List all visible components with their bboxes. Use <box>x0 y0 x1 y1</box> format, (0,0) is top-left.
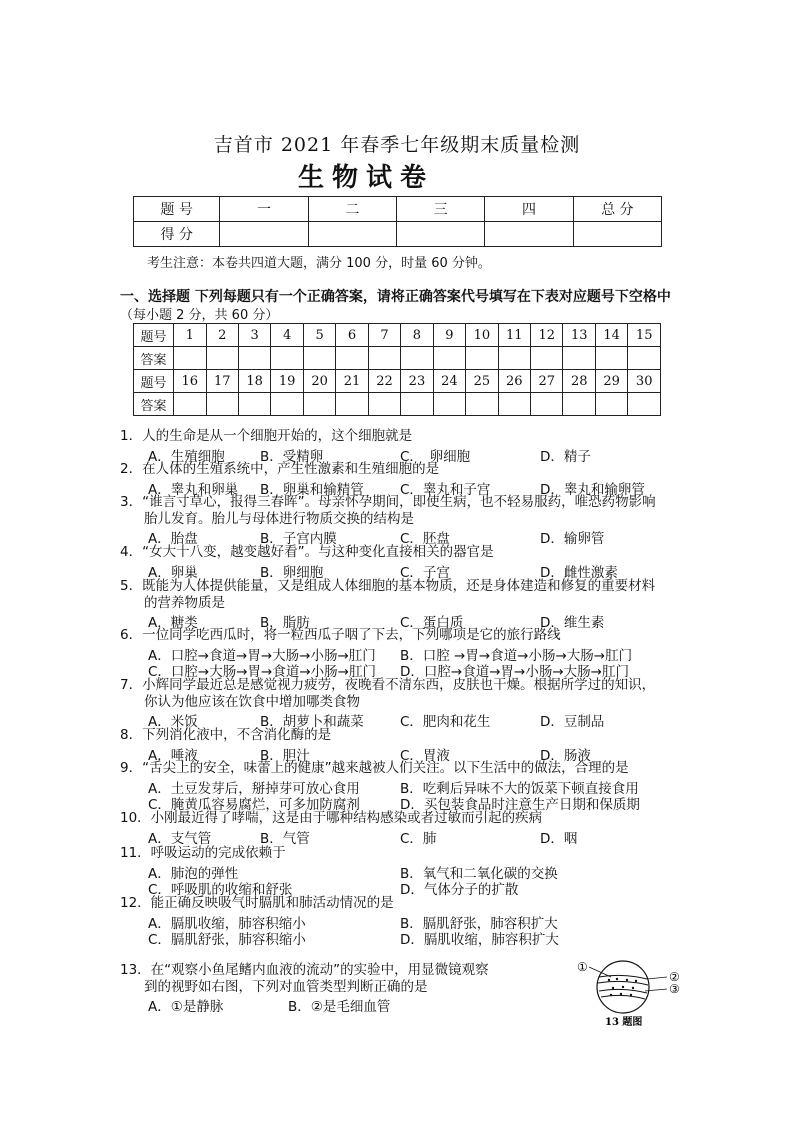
score-cell[interactable] <box>308 222 396 247</box>
question-11-option-c: C．呼吸肌的收缩和舒张 <box>148 882 293 898</box>
vessel-line <box>599 975 647 979</box>
exam-title: 吉首市 2021 年春季七年级期末质量检测 <box>213 134 581 156</box>
answer-cell[interactable] <box>498 393 530 416</box>
question-5-stem: 5．既能为人体提供能量，又是组成人体细胞的基本物质，还是身体建造和修复的重要材料 <box>120 578 656 594</box>
question-10-option-a: A．支气管 <box>148 830 212 847</box>
question-4-option-c: C．子宫 <box>400 564 450 581</box>
answer-cell[interactable] <box>595 393 627 416</box>
question-8-option-d: D．肠液 <box>540 747 591 764</box>
vessel-line <box>598 981 648 985</box>
answer-cell[interactable] <box>303 347 335 370</box>
question-9-option-d: D．买包装食品时注意生产日期和保质期 <box>400 797 640 813</box>
question-2-option-d: D．睾丸和输卵管 <box>540 481 645 498</box>
question-2-option-c: C．睾丸和子宫 <box>400 481 491 498</box>
answer-cell[interactable] <box>498 347 530 370</box>
question-number-cell: 1 <box>174 324 206 347</box>
question-3-option-c: C．胚盘 <box>400 531 450 547</box>
question-1-option-a: A．生殖细胞 <box>148 448 225 465</box>
answer-row-label: 答案 <box>134 393 174 416</box>
answer-cell[interactable] <box>433 347 465 370</box>
answer-row-label: 题号 <box>134 370 174 393</box>
question-8-option-b: B．胆汁 <box>260 747 310 764</box>
question-number-cell: 6 <box>336 324 368 347</box>
question-number-cell: 25 <box>466 370 498 393</box>
question-13-option-b: B．②是毛细血管 <box>288 999 391 1015</box>
question-1-stem: 1．人的生命是从一个细胞开始的，这个细胞就是 <box>120 428 413 444</box>
answer-table <box>133 323 661 416</box>
answer-table-number-row <box>134 370 661 393</box>
question-number-cell: 17 <box>206 370 238 393</box>
figure-label-2: ② <box>669 970 680 984</box>
question-7-option-b: B．胡萝卜和蔬菜 <box>260 714 364 730</box>
question-8-option-c: C．胃液 <box>400 747 450 764</box>
question-2-option-a: A．睾丸和卵巢 <box>148 481 239 498</box>
answer-cell[interactable] <box>531 347 563 370</box>
question-number-cell: 12 <box>531 324 563 347</box>
question-number-cell: 15 <box>628 324 661 347</box>
question-9-option-c: C．腌黄瓜容易腐烂，可多加防腐剂 <box>148 797 360 813</box>
answer-cell[interactable] <box>466 393 498 416</box>
question-12-option-b: B．膈肌舒张，肺容积扩大 <box>400 915 558 932</box>
question-10-stem: 10．小刚最近得了哮喘，这是由于哪种结构感染或者过敏而引起的疾病 <box>120 810 543 826</box>
blood-vessel-figure <box>575 955 687 1027</box>
score-table <box>133 196 662 247</box>
question-13-stem: 到的视野如右图，下列对血管类型判断正确的是 <box>144 978 428 995</box>
question-number-cell: 24 <box>433 370 465 393</box>
score-header-cell: 总 分 <box>573 197 661 222</box>
question-number-cell: 16 <box>174 370 206 393</box>
answer-cell[interactable] <box>368 347 400 370</box>
answer-cell[interactable] <box>238 393 270 416</box>
question-number-cell: 27 <box>531 370 563 393</box>
question-3-option-a: A．胎盘 <box>148 531 198 547</box>
question-6-option-a: A．口腔→食道→胃→大肠→小肠→肛门 <box>148 647 376 664</box>
question-10-option-c: C．肺 <box>400 830 437 847</box>
answer-cell[interactable] <box>271 347 303 370</box>
answer-cell[interactable] <box>238 347 270 370</box>
question-3-option-b: B．子宫内膜 <box>260 531 337 547</box>
question-number-cell: 9 <box>433 324 465 347</box>
answer-cell[interactable] <box>563 347 595 370</box>
question-3-stem: 3．“谁言寸草心，报得三春晖”。母亲怀孕期间，即使生病，也不轻易服药，唯恐药物影响 <box>120 494 656 510</box>
question-5-option-c: C．蛋白质 <box>400 615 464 631</box>
question-number-cell: 10 <box>466 324 498 347</box>
question-6-option-b: B．口腔 →胃→食道→小肠→大肠→肛门 <box>400 647 633 664</box>
question-number-cell: 7 <box>368 324 400 347</box>
vessel-line <box>601 995 645 999</box>
question-number-cell: 13 <box>563 324 595 347</box>
answer-cell[interactable] <box>206 347 238 370</box>
question-2-option-b: B．卵巢和输精管 <box>260 481 364 498</box>
exam-subtitle: 生物试卷 <box>298 163 435 193</box>
section-heading <box>120 288 690 325</box>
question-13-option-a: A．①是静脉 <box>148 999 224 1015</box>
answer-cell[interactable] <box>628 393 661 416</box>
question-number-cell: 18 <box>238 370 270 393</box>
question-3-option-d: D．输卵管 <box>540 531 605 547</box>
section-heading-sub: （每小题 2 分，共 60 分） <box>120 308 279 323</box>
question-4-option-b: B．卵细胞 <box>260 564 324 581</box>
question-7-option-a: A．米饭 <box>148 714 198 730</box>
question-2-stem: 2．在人体的生殖系统中，产生性激素和生殖细胞的是 <box>120 461 440 477</box>
question-5-option-b: B．脂肪 <box>260 615 310 631</box>
question-7-option-d: D．豆制品 <box>540 714 605 730</box>
figure-label-1: ① <box>577 960 588 974</box>
label-leader <box>647 977 667 979</box>
question-12-option-c: C．膈肌舒张，肺容积缩小 <box>148 932 306 948</box>
question-6-stem: 6．一位同学吃西瓜时，将一粒西瓜子咽了下去，下列哪项是它的旅行路线 <box>120 627 561 643</box>
question-10-option-d: D．咽 <box>540 830 578 847</box>
answer-cell[interactable] <box>368 393 400 416</box>
answer-cell[interactable] <box>466 347 498 370</box>
score-cell[interactable] <box>220 222 308 247</box>
question-number-cell: 26 <box>498 370 530 393</box>
score-cell[interactable] <box>485 222 573 247</box>
question-12-option-d: D．膈肌收缩，肺容积扩大 <box>400 932 559 948</box>
question-5-option-a: A．糖类 <box>148 615 198 631</box>
answer-row-label: 题号 <box>134 324 174 347</box>
answer-table-answer-row <box>134 393 661 416</box>
answer-cell[interactable] <box>174 393 206 416</box>
answer-cell[interactable] <box>206 393 238 416</box>
answer-cell[interactable] <box>336 393 368 416</box>
question-1-option-d: D．精子 <box>540 448 591 465</box>
question-8-option-a: A．唾液 <box>148 747 198 764</box>
question-5-stem: 的营养物质是 <box>144 594 225 611</box>
question-number-cell: 30 <box>628 370 661 393</box>
score-header-cell: 三 <box>397 197 485 222</box>
question-number-cell: 4 <box>271 324 303 347</box>
question-4-option-a: A．卵巢 <box>148 564 198 581</box>
question-6-option-d: D．口腔→食道→胃→小肠→大肠→肛门 <box>400 664 629 680</box>
answer-cell[interactable] <box>271 393 303 416</box>
question-number-cell: 23 <box>401 370 433 393</box>
question-7-stem: 你认为他应该在饮食中增加哪类食物 <box>144 693 360 710</box>
question-9-option-b: B．吃剩后异味不大的饭菜下顿直接食用 <box>400 780 639 797</box>
score-header-cell: 一 <box>220 197 308 222</box>
question-12-stem: 12．能正确反映吸气时膈肌和肺活动情况的是 <box>120 895 394 911</box>
answer-cell[interactable] <box>174 347 206 370</box>
figure-caption: 13 题图 <box>605 1017 643 1027</box>
question-number-cell: 2 <box>206 324 238 347</box>
question-7-option-c: C．肥肉和花生 <box>400 714 491 730</box>
answer-row-label: 答案 <box>134 347 174 370</box>
question-5-option-d: D．维生素 <box>540 615 605 631</box>
question-number-cell: 8 <box>401 324 433 347</box>
score-cell[interactable] <box>573 222 661 247</box>
answer-cell[interactable] <box>303 393 335 416</box>
question-8-stem: 8．下列消化液中，不含消化酶的是 <box>120 727 332 743</box>
question-number-cell: 28 <box>563 370 595 393</box>
score-cell[interactable] <box>397 222 485 247</box>
question-number-cell: 11 <box>498 324 530 347</box>
question-number-cell: 3 <box>238 324 270 347</box>
question-number-cell: 29 <box>595 370 627 393</box>
answer-cell[interactable] <box>628 347 661 370</box>
question-7-stem: 7．小辉同学最近总是感觉视力疲劳，夜晚看不清东西，皮肤也干燥。根据所学过的知识， <box>120 677 656 693</box>
section-heading-text: 一、选择题 下列每题只有一个正确答案，请将正确答案代号填写在下表对应题号下空格中 <box>120 289 671 305</box>
question-11-option-b: B．氧气和二氧化碳的交换 <box>400 865 558 882</box>
question-11-option-a: A．肺泡的弹性 <box>148 865 239 882</box>
answer-cell[interactable] <box>433 393 465 416</box>
answer-cell[interactable] <box>401 347 433 370</box>
question-number-cell: 5 <box>303 324 335 347</box>
question-11-option-d: D．气体分子的扩散 <box>400 882 519 898</box>
question-number-cell: 22 <box>368 370 400 393</box>
question-number-cell: 21 <box>336 370 368 393</box>
question-6-option-c: C．口腔→大肠→胃→食道→小肠→肛门 <box>148 664 376 680</box>
answer-cell[interactable] <box>531 393 563 416</box>
answer-table-answer-row <box>134 347 661 370</box>
score-header-cell: 二 <box>308 197 396 222</box>
score-header-cell: 四 <box>485 197 573 222</box>
blood-cells <box>608 978 637 996</box>
score-header-cell: 题 号 <box>134 197 220 222</box>
question-4-stem: 4．“女大十八变，越变越好看”。与这种变化直接相关的器官是 <box>120 544 494 560</box>
question-number-cell: 20 <box>303 370 335 393</box>
question-1-option-c: C． 卵细胞 <box>400 448 471 465</box>
question-9-stem: 9．“舌尖上的安全，味蕾上的健康”越来越被人们关注。以下生活中的做法，合理的是 <box>120 760 629 776</box>
question-9-option-a: A．土豆发芽后，掰掉芽可放心食用 <box>148 780 360 797</box>
answer-cell[interactable] <box>336 347 368 370</box>
question-number-cell: 14 <box>595 324 627 347</box>
answer-cell[interactable] <box>563 393 595 416</box>
question-4-option-d: D．雌性激素 <box>540 564 618 581</box>
question-13-stem: 13．在“观察小鱼尾鳍内血液的流动”的实验中，用显微镜观察 <box>120 962 489 978</box>
figure-label-3: ③ <box>669 982 680 996</box>
question-1-option-b: B．受精卵 <box>260 448 324 465</box>
vessel-line <box>599 989 647 993</box>
answer-cell[interactable] <box>595 347 627 370</box>
question-3-stem: 胎儿发育。胎儿与母体进行物质交换的结构是 <box>144 510 414 527</box>
answer-cell[interactable] <box>401 393 433 416</box>
question-10-option-b: B．气管 <box>260 830 310 847</box>
question-number-cell: 19 <box>271 370 303 393</box>
exam-notice: 考生注意：本卷共四道大题，满分 100 分，时量 60 分钟。 <box>147 256 491 271</box>
answer-table-number-row <box>134 324 661 347</box>
question-11-stem: 11．呼吸运动的完成依赖于 <box>120 845 286 861</box>
score-label-cell: 得 分 <box>134 222 220 247</box>
question-12-option-a: A．膈肌收缩，肺容积缩小 <box>148 915 306 932</box>
